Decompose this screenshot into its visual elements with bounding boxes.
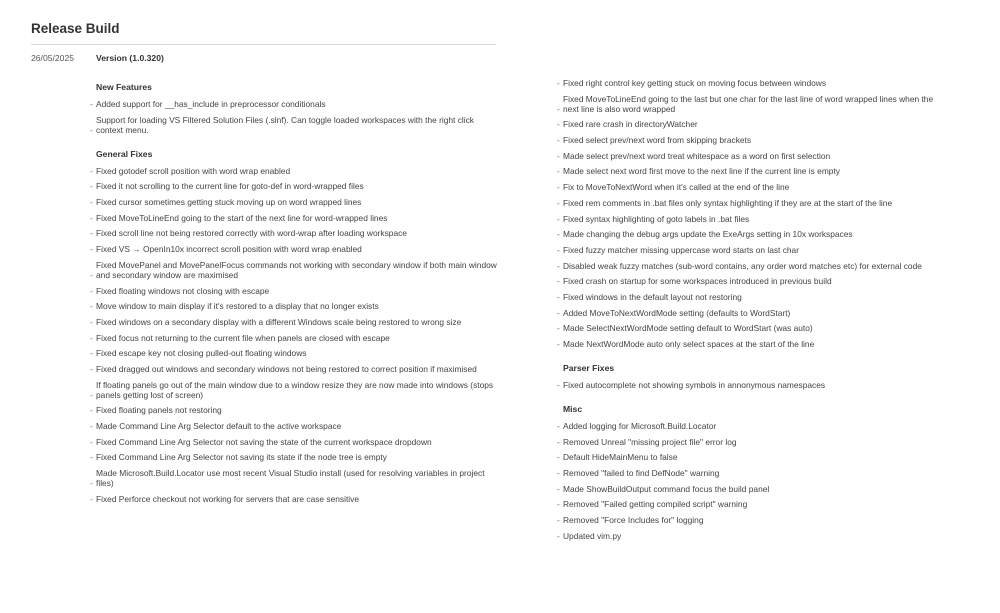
list-item — [557, 452, 950, 462]
section-continued — [557, 78, 950, 349]
bullet-dash: - — [557, 150, 560, 161]
list-item-text: Made ShowBuildOutput command focus the build panel — [563, 483, 770, 494]
section-general-fixes — [90, 149, 500, 504]
page-title: Release Build — [31, 21, 120, 36]
list-item — [557, 292, 950, 302]
list-item — [90, 213, 500, 223]
bullet-dash: - — [557, 483, 560, 494]
list-item-text: Made select next word first move to the next line if the current line is empty — [563, 166, 840, 177]
bullet-dash: - — [557, 291, 560, 302]
list-item-text: Fixed right control key getting stuck on moving focus between windows — [563, 78, 827, 88]
bullet-dash: - — [557, 197, 560, 208]
list-item — [90, 333, 500, 343]
list-item — [90, 364, 500, 374]
bullet-dash: - — [90, 493, 93, 504]
bullet-dash: - — [90, 332, 93, 343]
list-item-text: Added MoveToNextWordMode setting (defaults to WordStart) — [563, 307, 791, 318]
bullet-dash: - — [90, 389, 93, 400]
release-date: 26/05/2025 — [31, 53, 75, 63]
list-item — [557, 78, 950, 88]
section-parser-fixes — [557, 363, 950, 390]
list-item-text: Fixed floating windows not closing with escape — [96, 285, 270, 296]
list-item-text: Disabled weak fuzzy matches (sub-word contains, any order word matches etc) for external code — [563, 260, 922, 271]
list-item — [557, 484, 950, 494]
list-item-text: Made Command Line Arg Selector default to the active workspace — [96, 421, 342, 431]
bullet-dash: - — [90, 363, 93, 374]
list-item — [557, 339, 950, 349]
bullet-dash: - — [557, 276, 560, 287]
section-title: General Fixes — [96, 148, 153, 159]
list-item — [90, 348, 500, 358]
bullet-dash: - — [557, 307, 560, 318]
list-item — [557, 276, 950, 286]
bullet-dash: - — [90, 452, 93, 463]
bullet-dash: - — [90, 269, 93, 280]
bullet-dash: - — [557, 229, 560, 240]
list-item — [90, 286, 500, 296]
version-label: Version (1.0.320) — [96, 53, 164, 63]
list-item-text: Fixed MoveToLineEnd going to the last but one char for the last line of word wrapped lines when the next line is also word wrapped — [563, 93, 934, 114]
list-item — [90, 244, 500, 254]
list-item — [557, 166, 950, 176]
list-item — [557, 380, 950, 390]
bullet-dash: - — [90, 436, 93, 447]
list-item-text: Fixed floating panels not restoring — [96, 405, 222, 416]
list-item — [90, 405, 500, 415]
list-item — [90, 380, 500, 400]
bullet-dash: - — [557, 119, 560, 130]
list-item — [90, 421, 500, 431]
list-item-text: Made select prev/next word treat whitespace as a word on first selection — [563, 150, 831, 161]
bullet-dash: - — [90, 405, 93, 416]
title-divider — [31, 44, 496, 45]
list-item-text: Support for loading VS Filtered Solution Files (.slnf). Can toggle loaded workspaces with the right click context menu. — [96, 114, 474, 135]
bullet-dash: - — [557, 182, 560, 193]
list-item-text: Removed Unreal "missing project file" error log — [563, 436, 737, 447]
list-item — [90, 181, 500, 191]
list-item — [557, 135, 950, 145]
list-item — [557, 421, 950, 431]
list-item — [90, 468, 500, 488]
list-item-text: Fixed Perforce checkout not working for servers that are case sensitive — [96, 493, 359, 504]
bullet-dash: - — [557, 468, 560, 479]
list-item — [90, 228, 500, 238]
list-item-text: Default HideMainMenu to false — [563, 452, 678, 463]
list-item-text: Move window to main display if it's restored to a display that no longer exists — [96, 301, 379, 312]
list-item-text: If floating panels go out of the main window due to a window resize they are now made into windows (stops panels getting lost of screen) — [96, 379, 494, 400]
bullet-dash: - — [557, 244, 560, 255]
list-item — [557, 151, 950, 161]
list-item — [90, 452, 500, 462]
list-item — [557, 499, 950, 509]
bullet-dash: - — [90, 99, 93, 109]
bullet-dash: - — [90, 244, 93, 255]
list-item-text: Fixed focus not returning to the current file when panels are closed with escape — [96, 332, 390, 343]
bullet-dash: - — [557, 530, 560, 541]
list-item-text: Updated vim.py — [563, 530, 622, 541]
list-item-text: Fixed scroll line not being restored correctly with word-wrap after loading workspace — [96, 228, 407, 239]
section-misc — [557, 404, 950, 541]
list-item-text: Fixed crash on startup for some workspaces introduced in previous build — [563, 276, 832, 287]
bullet-dash: - — [90, 228, 93, 239]
bullet-dash: - — [557, 135, 560, 146]
bullet-dash: - — [90, 348, 93, 359]
list-item — [557, 229, 950, 239]
list-item — [90, 260, 500, 280]
list-item-text: Removed "failed to find DefNode" warning — [563, 468, 720, 479]
list-item — [557, 245, 950, 255]
bullet-dash: - — [557, 421, 560, 431]
bullet-dash: - — [557, 260, 560, 271]
list-item-text: Fixed syntax highlighting of goto labels in .bat files — [563, 213, 750, 224]
bullet-dash: - — [557, 452, 560, 463]
list-item — [557, 437, 950, 447]
list-item — [90, 301, 500, 311]
list-item-text: Fixed VS → OpenIn10x incorrect scroll position with word wrap enabled — [96, 244, 362, 255]
bullet-dash: - — [557, 323, 560, 334]
bullet-dash: - — [90, 478, 93, 489]
list-item-text: Fixed gotodef scroll position with word wrap enabled — [96, 165, 291, 176]
list-item — [90, 197, 500, 207]
list-item — [557, 182, 950, 192]
list-item-text: Removed "Force Includes for" logging — [563, 515, 704, 526]
list-item-text: Added logging for Microsoft.Build.Locator — [563, 421, 717, 431]
bullet-dash: - — [557, 166, 560, 177]
list-item — [90, 494, 500, 504]
section-new-features — [90, 82, 500, 135]
list-item-text: Made SelectNextWordMode setting default to WordStart (was auto) — [563, 323, 813, 334]
list-item-text: Fixed MovePanel and MovePanelFocus commands not working with secondary window if both main window and secondary window are maximised — [96, 259, 497, 280]
bullet-dash: - — [90, 421, 93, 431]
list-item-text: Fixed dragged out windows and secondary windows not being restored to correct position if maximised — [96, 363, 477, 374]
bullet-dash: - — [557, 103, 560, 114]
list-item-text: Fixed windows on a secondary display with a different Windows scale being restored to wrong size — [96, 316, 462, 327]
bullet-dash: - — [90, 285, 93, 296]
list-item-text: Fixed cursor sometimes getting stuck moving up on word wrapped lines — [96, 197, 362, 208]
bullet-dash: - — [557, 213, 560, 224]
list-item — [90, 99, 500, 109]
bullet-dash: - — [90, 212, 93, 223]
list-item-text: Fixed windows in the default layout not restoring — [563, 291, 742, 302]
section-title: Parser Fixes — [563, 363, 615, 373]
list-item — [90, 166, 500, 176]
list-item — [557, 308, 950, 318]
section-title: Misc — [563, 404, 583, 414]
bullet-dash: - — [90, 181, 93, 192]
bullet-dash: - — [557, 380, 560, 390]
bullet-dash: - — [90, 197, 93, 208]
bullet-dash: - — [557, 339, 560, 349]
list-item — [557, 515, 950, 525]
list-item — [557, 198, 950, 208]
list-item-text: Removed "Failed getting compiled script" warning — [563, 499, 748, 510]
list-item — [90, 115, 500, 135]
list-item — [557, 531, 950, 541]
list-item-text: Added support for __has_include in preprocessor conditionals — [96, 99, 326, 109]
bullet-dash: - — [557, 515, 560, 526]
list-item-text: Made NextWordMode auto only select spaces at the start of the line — [563, 339, 815, 349]
list-item — [557, 94, 950, 114]
bullet-dash: - — [90, 301, 93, 312]
list-item — [557, 261, 950, 271]
list-item-text: Fixed rare crash in directoryWatcher — [563, 119, 698, 130]
list-item — [557, 214, 950, 224]
list-item-text: Fixed rem comments in .bat files only syntax highlighting if they are at the start of the line — [563, 197, 893, 208]
list-item-text: Fixed select prev/next word from skipping brackets — [563, 135, 752, 146]
right-column — [557, 78, 950, 555]
list-item-text: Fixed escape key not closing pulled-out floating windows — [96, 348, 307, 359]
list-item-text: Fixed Command Line Arg Selector not saving the state of the current workspace dropdown — [96, 436, 432, 447]
list-item — [557, 119, 950, 129]
section-title: New Features — [96, 82, 152, 92]
list-item — [557, 468, 950, 478]
bullet-dash: - — [90, 165, 93, 176]
list-item — [90, 317, 500, 327]
bullet-dash: - — [557, 78, 560, 88]
list-item — [90, 437, 500, 447]
list-item-text: Fix to MoveToNextWord when it's called at the end of the line — [563, 182, 790, 193]
list-item — [557, 323, 950, 333]
bullet-dash: - — [90, 124, 93, 135]
list-item-text: Fixed it not scrolling to the current line for goto-def in word-wrapped files — [96, 181, 364, 192]
bullet-dash: - — [557, 499, 560, 510]
list-item-text: Made changing the debug args update the ExeArgs setting in 10x workspaces — [563, 229, 853, 240]
bullet-dash: - — [557, 436, 560, 447]
list-item-text: Fixed Command Line Arg Selector not saving its state if the node tree is empty — [96, 452, 387, 463]
bullet-dash: - — [90, 316, 93, 327]
list-item-text: Made Microsoft.Build.Locator use most recent Visual Studio install (used for resolving variables in project files) — [96, 468, 485, 489]
left-column — [90, 82, 500, 518]
list-item-text: Fixed MoveToLineEnd going to the start of the next line for word-wrapped lines — [96, 212, 388, 223]
list-item-text: Fixed autocomplete not showing symbols in annonymous namespaces — [563, 380, 826, 390]
list-item-text: Fixed fuzzy matcher missing uppercase word starts on last char — [563, 244, 799, 255]
